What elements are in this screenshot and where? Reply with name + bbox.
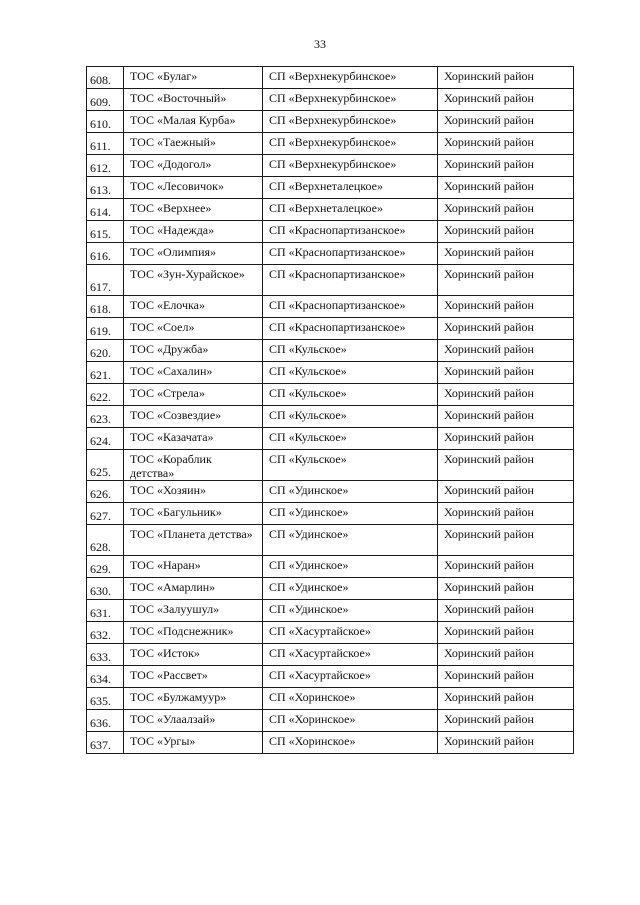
settlement-cell: СП «Кульское» [263, 362, 438, 384]
district-cell: Хоринский район [438, 503, 574, 525]
settlement-cell: СП «Верхнекурбинское» [263, 155, 438, 177]
table-row [87, 556, 574, 578]
table-row [87, 710, 574, 732]
row-number-cell: 611. [87, 133, 124, 155]
settlement-cell: СП «Верхнекурбинское» [263, 111, 438, 133]
district-cell: Хоринский район [438, 111, 574, 133]
district-cell: Хоринский район [438, 688, 574, 710]
tos-name-cell: ТОС «Сахалин» [124, 362, 263, 384]
settlement-cell: СП «Кульское» [263, 428, 438, 450]
row-number-cell: 621. [87, 362, 124, 384]
row-number-cell: 627. [87, 503, 124, 525]
row-number-cell: 626. [87, 481, 124, 503]
table-row [87, 578, 574, 600]
tos-name-cell: ТОС «Лесовичок» [124, 177, 263, 199]
table-row [87, 503, 574, 525]
table-row [87, 622, 574, 644]
district-cell: Хоринский район [438, 428, 574, 450]
tos-name-cell: ТОС «Хозяин» [124, 481, 263, 503]
row-number-cell: 610. [87, 111, 124, 133]
row-number-cell: 622. [87, 384, 124, 406]
tos-name-cell: ТОС «Соел» [124, 318, 263, 340]
row-number-cell: 633. [87, 644, 124, 666]
table-row [87, 600, 574, 622]
district-cell: Хоринский район [438, 133, 574, 155]
row-number-cell: 625. [87, 450, 124, 481]
settlement-cell: СП «Краснопартизанское» [263, 296, 438, 318]
table-row [87, 384, 574, 406]
district-cell: Хоринский район [438, 450, 574, 481]
district-cell: Хоринский район [438, 340, 574, 362]
table-row [87, 318, 574, 340]
table-row [87, 221, 574, 243]
row-number-cell: 617. [87, 265, 124, 296]
tos-name-cell: ТОС «Таежный» [124, 133, 263, 155]
row-number-cell: 637. [87, 732, 124, 754]
tos-name-cell: ТОС «Планета детства» [124, 525, 263, 556]
table-row [87, 688, 574, 710]
row-number-cell: 635. [87, 688, 124, 710]
district-cell: Хоринский район [438, 67, 574, 89]
tos-name-cell: ТОС «Восточный» [124, 89, 263, 111]
district-cell: Хоринский район [438, 666, 574, 688]
settlement-cell: СП «Кульское» [263, 384, 438, 406]
table-row [87, 296, 574, 318]
row-number-cell: 629. [87, 556, 124, 578]
settlement-cell: СП «Кульское» [263, 406, 438, 428]
settlement-cell: СП «Удинское» [263, 503, 438, 525]
table-row [87, 644, 574, 666]
district-cell: Хоринский район [438, 177, 574, 199]
table-row [87, 362, 574, 384]
tos-name-cell: ТОС «Надежда» [124, 221, 263, 243]
tos-name-cell: ТОС «Ургы» [124, 732, 263, 754]
table-row [87, 450, 574, 481]
table-row [87, 428, 574, 450]
row-number-cell: 608. [87, 67, 124, 89]
table-row [87, 133, 574, 155]
page-number: 33 [314, 37, 326, 51]
district-cell: Хоринский район [438, 481, 574, 503]
tos-name-cell: ТОС «Багульник» [124, 503, 263, 525]
district-cell: Хоринский район [438, 710, 574, 732]
tos-name-cell: ТОС «Амарлин» [124, 578, 263, 600]
district-cell: Хоринский район [438, 199, 574, 221]
row-number-cell: 616. [87, 243, 124, 265]
tos-registry-table [86, 66, 574, 754]
tos-name-cell: ТОС «Булжамуур» [124, 688, 263, 710]
settlement-cell: СП «Краснопартизанское» [263, 318, 438, 340]
table-row [87, 265, 574, 296]
settlement-cell: СП «Верхнекурбинское» [263, 67, 438, 89]
settlement-cell: СП «Верхнеталецкое» [263, 199, 438, 221]
settlement-cell: СП «Кульское» [263, 450, 438, 481]
row-number-cell: 613. [87, 177, 124, 199]
tos-name-cell: ТОС «Улаалзай» [124, 710, 263, 732]
table-row [87, 666, 574, 688]
table-row [87, 525, 574, 556]
table-row [87, 732, 574, 754]
district-cell: Хоринский район [438, 406, 574, 428]
district-cell: Хоринский район [438, 243, 574, 265]
settlement-cell: СП «Верхнекурбинское» [263, 133, 438, 155]
tos-name-cell: ТОС «Елочка» [124, 296, 263, 318]
district-cell: Хоринский район [438, 644, 574, 666]
settlement-cell: СП «Хасуртайское» [263, 666, 438, 688]
tos-name-cell: ТОС «Исток» [124, 644, 263, 666]
district-cell: Хоринский район [438, 622, 574, 644]
district-cell: Хоринский район [438, 732, 574, 754]
tos-name-cell: ТОС «Дружба» [124, 340, 263, 362]
table-row [87, 155, 574, 177]
district-cell: Хоринский район [438, 600, 574, 622]
tos-name-cell: ТОС «Малая Курба» [124, 111, 263, 133]
settlement-cell: СП «Краснопартизанское» [263, 265, 438, 296]
tos-name-cell: ТОС «Залуушул» [124, 600, 263, 622]
tos-name-cell: ТОС «Подснежник» [124, 622, 263, 644]
tos-name-cell: ТОС «Наран» [124, 556, 263, 578]
district-cell: Хоринский район [438, 362, 574, 384]
table-row [87, 177, 574, 199]
settlement-cell: СП «Удинское» [263, 481, 438, 503]
settlement-cell: СП «Хоринское» [263, 710, 438, 732]
row-number-cell: 631. [87, 600, 124, 622]
table-row [87, 340, 574, 362]
row-number-cell: 634. [87, 666, 124, 688]
tos-name-cell: ТОС «Булаг» [124, 67, 263, 89]
row-number-cell: 632. [87, 622, 124, 644]
settlement-cell: СП «Верхнеталецкое» [263, 177, 438, 199]
district-cell: Хоринский район [438, 296, 574, 318]
tos-name-cell: ТОС «Додогол» [124, 155, 263, 177]
table-body [87, 67, 574, 754]
settlement-cell: СП «Удинское» [263, 600, 438, 622]
row-number-cell: 619. [87, 318, 124, 340]
tos-name-cell: ТОС «Кораблик детства» [124, 450, 263, 481]
table-row [87, 199, 574, 221]
row-number-cell: 609. [87, 89, 124, 111]
settlement-cell: СП «Удинское» [263, 556, 438, 578]
settlement-cell: СП «Кульское» [263, 340, 438, 362]
table-row [87, 67, 574, 89]
tos-name-cell: ТОС «Созвездие» [124, 406, 263, 428]
tos-name-cell: ТОС «Рассвет» [124, 666, 263, 688]
tos-name-cell: ТОС «Олимпия» [124, 243, 263, 265]
table-row [87, 406, 574, 428]
table-row [87, 243, 574, 265]
row-number-cell: 624. [87, 428, 124, 450]
settlement-cell: СП «Хоринское» [263, 688, 438, 710]
row-number-cell: 636. [87, 710, 124, 732]
row-number-cell: 620. [87, 340, 124, 362]
district-cell: Хоринский район [438, 525, 574, 556]
district-cell: Хоринский район [438, 89, 574, 111]
row-number-cell: 618. [87, 296, 124, 318]
settlement-cell: СП «Удинское» [263, 578, 438, 600]
row-number-cell: 614. [87, 199, 124, 221]
table-row [87, 89, 574, 111]
settlement-cell: СП «Хасуртайское» [263, 622, 438, 644]
settlement-cell: СП «Краснопартизанское» [263, 243, 438, 265]
district-cell: Хоринский район [438, 578, 574, 600]
district-cell: Хоринский район [438, 384, 574, 406]
tos-name-cell: ТОС «Зун-Хурайское» [124, 265, 263, 296]
district-cell: Хоринский район [438, 265, 574, 296]
table-row [87, 481, 574, 503]
tos-name-cell: ТОС «Стрела» [124, 384, 263, 406]
tos-name-cell: ТОС «Верхнее» [124, 199, 263, 221]
row-number-cell: 623. [87, 406, 124, 428]
row-number-cell: 615. [87, 221, 124, 243]
district-cell: Хоринский район [438, 221, 574, 243]
settlement-cell: СП «Хасуртайское» [263, 644, 438, 666]
settlement-cell: СП «Хоринское» [263, 732, 438, 754]
district-cell: Хоринский район [438, 155, 574, 177]
settlement-cell: СП «Верхнекурбинское» [263, 89, 438, 111]
table-row [87, 111, 574, 133]
district-cell: Хоринский район [438, 318, 574, 340]
row-number-cell: 612. [87, 155, 124, 177]
settlement-cell: СП «Удинское» [263, 525, 438, 556]
row-number-cell: 628. [87, 525, 124, 556]
tos-name-cell: ТОС «Казачата» [124, 428, 263, 450]
district-cell: Хоринский район [438, 556, 574, 578]
row-number-cell: 630. [87, 578, 124, 600]
settlement-cell: СП «Краснопартизанское» [263, 221, 438, 243]
